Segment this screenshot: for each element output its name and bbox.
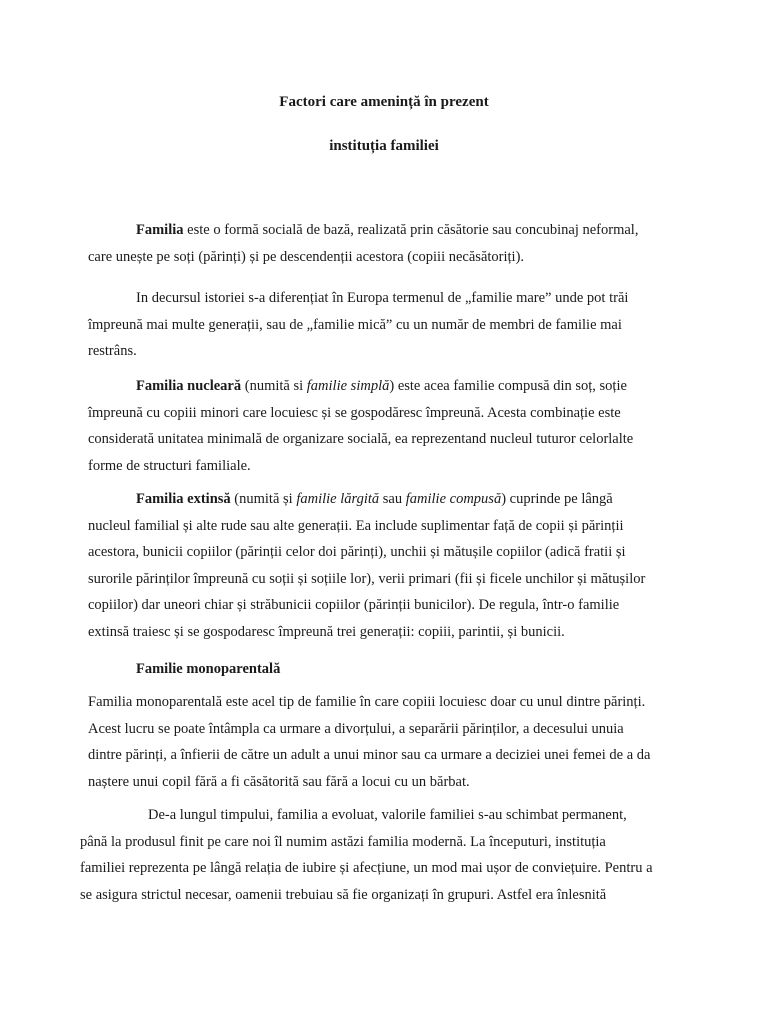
document-title-line-1: Factori care amenință în prezent — [279, 94, 489, 110]
paragraph-istorie: In decursul istoriei s-a diferențiat în Europa termenul de „familie mare” unde pot trăi împreună mai multe generații, sau de „familie mică” cu un număr de membri de familie mai restrâns. — [88, 290, 629, 359]
paragraph-familia-extinsa: Familia extinsă (numită și familie lărgită sau familie compusă) cuprinde pe lângă nucleul familial și alte rude sau alte generații. Ea include suplimentar față de copii și părinții acestora, bunicii copiilor (părinții celor doi părinți), unchii și mătușile copiilor (adică fratii și surorile părinților împreună cu soții și soțiile lor), verii primari (fii și ficele unchilor și mătușilor copiilor) dar uneori chiar și străbunicii copiilor (părinții bunicilor). De regula, într-o familie extinsă traiesc și se gospodaresc împreună trei generații: copiii, parintii, și bunicii. — [88, 491, 646, 640]
term-familia: Familia — [136, 222, 184, 238]
paragraph-monoparentala: Familia monoparentală este acel tip de familie în care copiii locuiesc doar cu unul dintre părinți. Acest lucru se poate întâmpla ca urmare a divorțului, a separării părinților, a decesului unuia dintre părinți, a înfierii de către un adult a unui minor sau ca urmare a deciziei unei femei de a da naștere unui copil fără a fi căsătorită sau fără a locui cu un bărbat. — [88, 694, 651, 790]
paragraph-familia: Familia este o formă socială de bază, realizată prin căsătorie sau concubinaj neformal, care unește pe soți (părinți) și pe descendenții acestora (copiii necăsătoriți). — [88, 222, 639, 265]
term-familia-extinsa: Familia extinsă — [136, 491, 231, 507]
term-familia-nucleara: Familia nucleară — [136, 378, 242, 394]
paragraph-familia-nucleara: Familia nucleară (numită si familie simplă) este acea familie compusă din soț, soție împreună cu copiii minori care locuiesc și se gospodăresc împreună. Acesta combinație este considerată unitatea minimală de organizare socială, ea reprezentand nucleul tuturor celorlalte forme de structuri familiale. — [88, 378, 634, 474]
paragraph-evolutie: De-a lungul timpului, familia a evoluat, valorile familiei s-au schimbat permanent, până la produsul finit pe care noi îl numim astăzi familia modernă. La începuturi, instituția familiei reprezenta pe lângă relația de iubire și afecțiune, un mod mai ușor de conviețuire. Pentru a se asigura strictul necesar, oamenii trebuiau să fie organizați în grupuri. Astfel era înlesnită — [80, 807, 653, 903]
document-title-line-2: instituția familiei — [329, 138, 439, 154]
section-heading-monoparentala: Familie monoparentală — [136, 661, 281, 677]
